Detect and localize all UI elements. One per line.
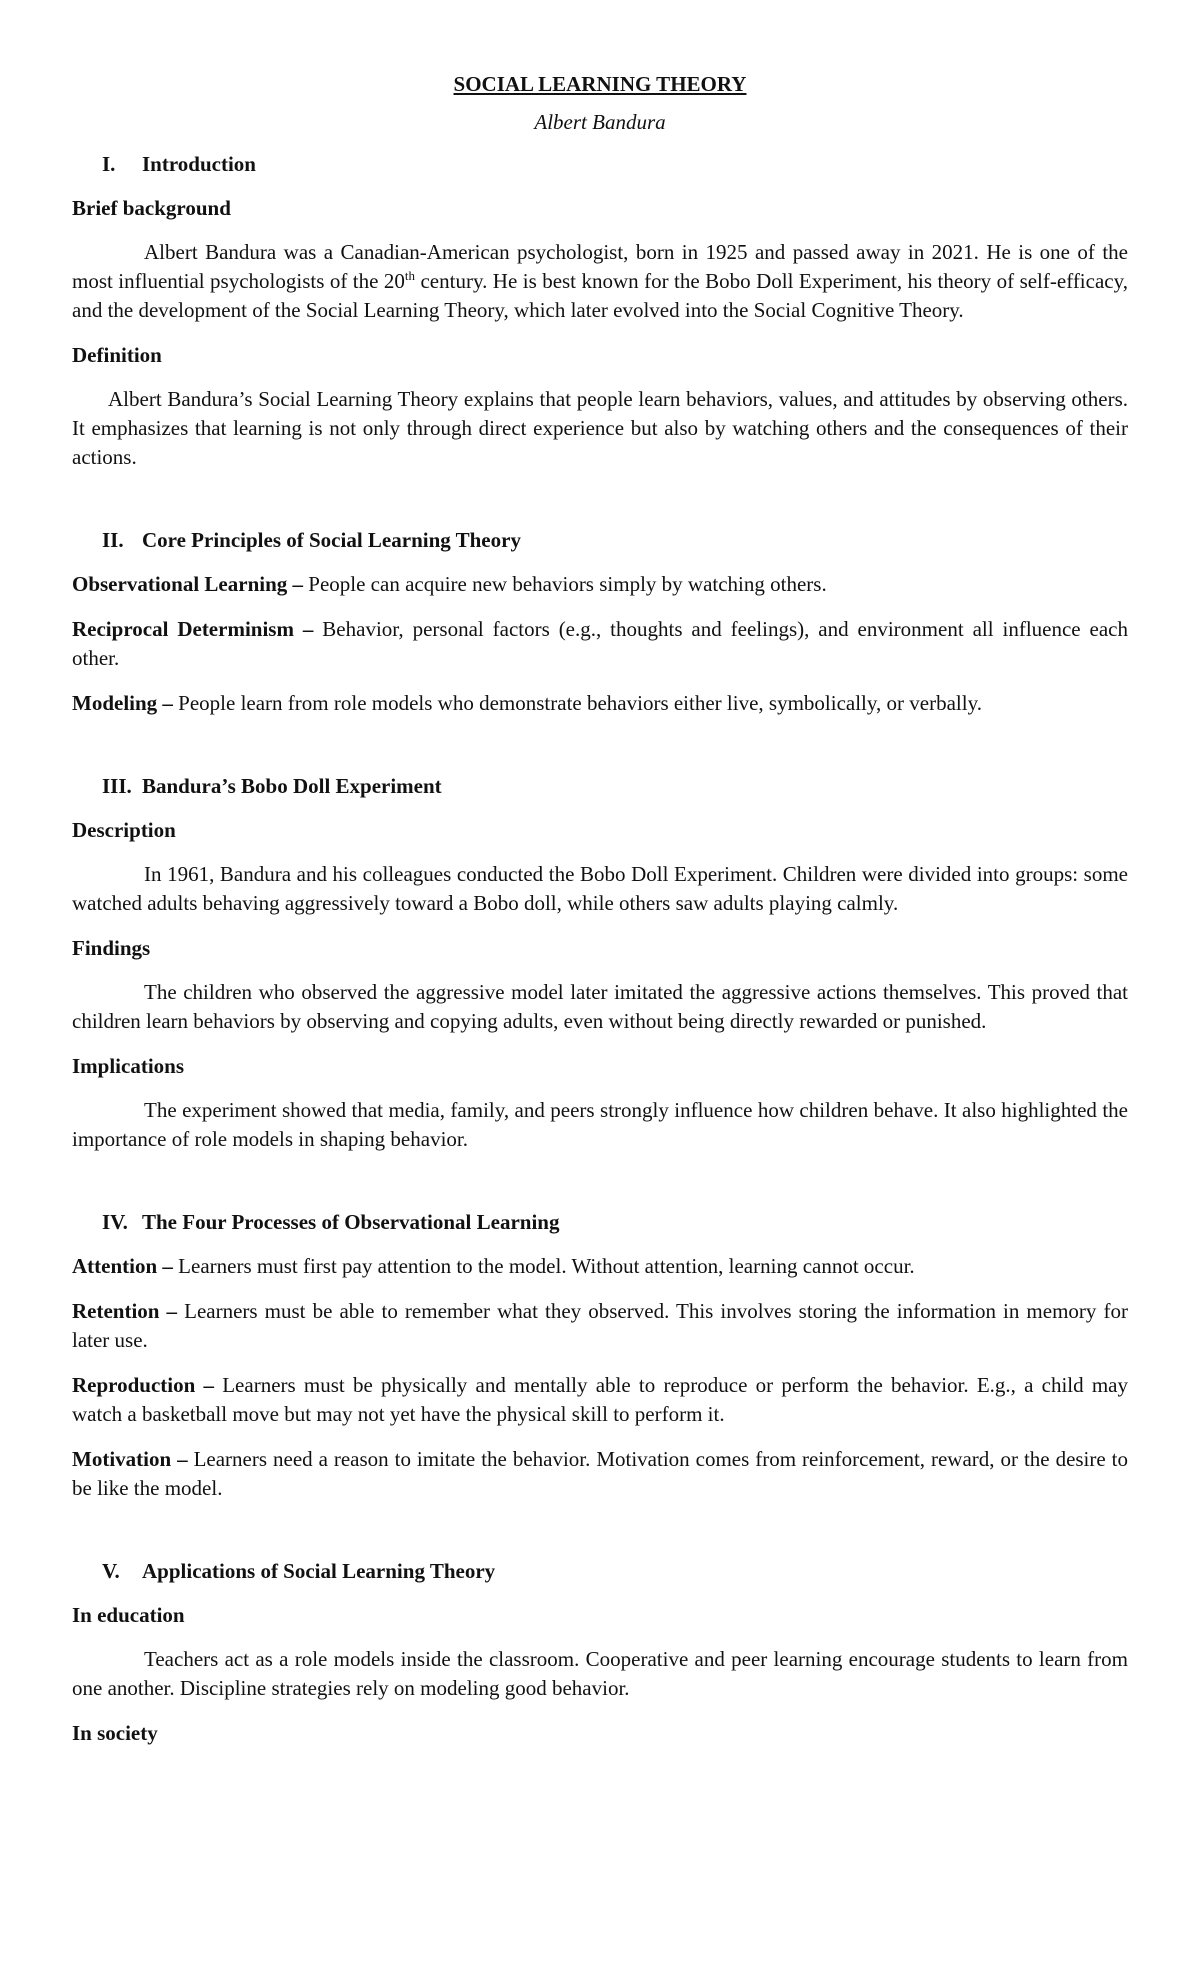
paragraph-in-education: Teachers act as a role models inside the classroom. Cooperative and peer learning encourage students to learn from one another. Discipline strategies rely on modeling good behavior. [72, 1647, 1128, 1700]
process-reproduction [72, 1371, 1128, 1429]
process-retention [72, 1297, 1128, 1355]
section-number: III. [102, 774, 132, 798]
term-label: Reciprocal Determinism – [72, 617, 314, 641]
superscript-text: th [404, 268, 416, 283]
principle-observational-learning [72, 570, 1128, 599]
section-title: The Four Processes of Observational Learning [142, 1210, 560, 1234]
section-number: IV. [102, 1210, 128, 1234]
document-author: Albert Bandura [534, 110, 666, 134]
section-title: Core Principles of Social Learning Theory [142, 528, 521, 552]
document-title: SOCIAL LEARNING THEORY [453, 72, 747, 96]
paragraph-text: Albert Bandura was a Canadian-American psychologist, born in 1925 and passed away in 2021. He is one of the most influential psychologists of the 20 [72, 240, 1128, 293]
term-text: Learners must be physically and mentally able to reproduce or perform the behavior. E.g., a child may watch a basketball move but may not yet have the physical skill to perform it. [72, 1373, 1129, 1426]
paragraph-implications: The experiment showed that media, family, and peers strongly influence how children behave. It also highlighted the importance of role models in shaping behavior. [72, 1098, 1128, 1151]
section-number: V. [102, 1559, 120, 1583]
process-motivation [72, 1445, 1128, 1503]
paragraph-brief-background [72, 238, 1128, 325]
subheading-findings: Findings [72, 936, 151, 960]
section-heading-introduction [72, 150, 1128, 178]
paragraph-definition: Albert Bandura’s Social Learning Theory explains that people learn behaviors, values, and attitudes by observing others. It emphasizes that learning is not only through direct experience but also by watching others and the consequences of their actions. [72, 387, 1128, 469]
section-title: Bandura’s Bobo Doll Experiment [142, 774, 442, 798]
paragraph-findings: The children who observed the aggressive model later imitated the aggressive actions themselves. This proved that children learn behaviors by observing and copying adults, even without being directly rewarded or punished. [72, 980, 1128, 1033]
paragraph-text: century. He is best known for the Bobo Doll Experiment, his theory of self-efficacy, and the development of the Social Learning Theory, which later evolved into the Social Cognitive Theory. [72, 269, 1128, 322]
term-text: Learners must first pay attention to the model. Without attention, learning cannot occur. [172, 1254, 915, 1278]
section-number: I. [102, 152, 116, 176]
term-text: People learn from role models who demonstrate behaviors either live, symbolically, or verbally. [172, 691, 982, 715]
term-text: Learners need a reason to imitate the behavior. Motivation comes from reinforcement, reward, or the desire to be like the model. [72, 1447, 1128, 1500]
section-title: Introduction [142, 152, 256, 176]
section-number: II. [102, 528, 124, 552]
section-heading-applications [72, 1557, 1128, 1585]
principle-modeling [72, 689, 1128, 718]
section-title: Applications of Social Learning Theory [142, 1559, 496, 1583]
term-label: Observational Learning – [72, 572, 304, 596]
term-label: Modeling – [72, 691, 173, 715]
term-text: People can acquire new behaviors simply by watching others. [303, 572, 827, 596]
section-heading-bobo-doll [72, 772, 1128, 800]
subheading-brief-background: Brief background [72, 196, 231, 220]
term-label: Retention – [72, 1299, 178, 1323]
subheading-implications: Implications [72, 1054, 185, 1078]
term-label: Motivation – [72, 1447, 188, 1471]
principle-reciprocal-determinism [72, 615, 1128, 673]
paragraph-description: In 1961, Bandura and his colleagues conducted the Bobo Doll Experiment. Children were divided into groups: some watched adults behaving aggressively toward a Bobo doll, while others saw adults playing calmly. [72, 862, 1128, 915]
term-label: Reproduction – [72, 1373, 215, 1397]
subheading-in-society: In society [72, 1721, 158, 1745]
section-heading-four-processes [72, 1208, 1128, 1236]
subheading-definition: Definition [72, 343, 162, 367]
term-text: Learners must be able to remember what they observed. This involves storing the information in memory for later use. [72, 1299, 1128, 1352]
process-attention [72, 1252, 1128, 1281]
subheading-in-education: In education [72, 1603, 185, 1627]
term-label: Attention – [72, 1254, 173, 1278]
subheading-description: Description [72, 818, 176, 842]
section-heading-core-principles [72, 526, 1128, 554]
term-text: Behavior, personal factors (e.g., thoughts and feelings), and environment all influence each other. [72, 617, 1128, 670]
